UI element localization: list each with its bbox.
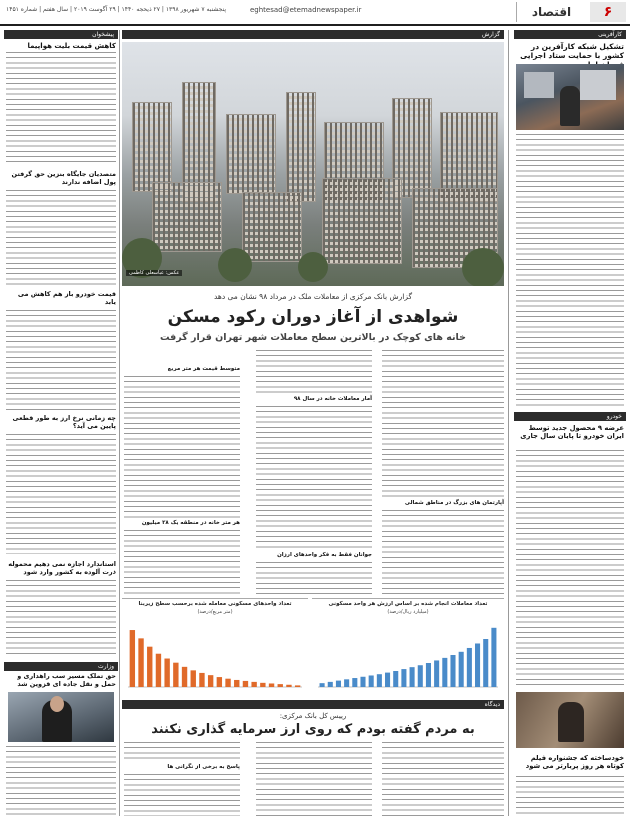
chart-bar-9 — [385, 673, 390, 687]
chart-title: تعداد واحدهای مسکونی معامله شده برحسب سطح زیربنا — [138, 601, 292, 607]
article-body-col3 — [124, 376, 240, 518]
article-body — [382, 742, 504, 816]
chart-bar-7 — [369, 675, 374, 687]
left-column — [4, 30, 118, 816]
chart-bar-2 — [138, 638, 143, 687]
chart-svg — [312, 619, 504, 697]
chart-bar-3 — [147, 647, 152, 687]
chart-bar-17 — [450, 655, 455, 687]
kicker: گزارش بانک مرکزی از معاملات ملک در مرداد ۹۸ نشان می دهد — [213, 292, 413, 301]
article-body — [6, 580, 116, 658]
chart-subtitle: (متر مربع/درصد) — [197, 609, 233, 615]
chart-svg — [122, 619, 308, 697]
chart-bar-5 — [164, 659, 169, 687]
chart-bar-16 — [442, 658, 447, 687]
chart-bar-11 — [217, 677, 222, 687]
subhead-average-price: متوسط قیمت هر متر مربع — [167, 366, 240, 372]
chart-bar-12 — [225, 679, 230, 687]
headline-iran-khodro[interactable]: عرضه ۹ محصول جدید توسط ایران خودرو تا پایان سال جاری — [520, 424, 624, 441]
chart-bar-17 — [269, 683, 274, 687]
article-body — [6, 310, 116, 410]
chart-bar-18 — [278, 684, 283, 687]
chart-bar-15 — [251, 682, 256, 687]
chart-bar-19 — [286, 685, 291, 687]
page-number: ۶ — [590, 2, 626, 22]
photo-film-festival — [516, 692, 624, 748]
chart-bar-10 — [208, 675, 213, 687]
email-address[interactable]: eghtesad@etemadnewspaper.ir — [250, 6, 362, 14]
main-headline[interactable]: شواهدی از آغاز دوران رکود مسکن — [167, 307, 459, 327]
chart-bar-15 — [434, 660, 439, 687]
headline-car-prices[interactable]: قیمت خودرو باز هم کاهش می یابد — [17, 290, 116, 306]
chart-bar-20 — [475, 643, 480, 687]
article-body-col1 — [382, 350, 504, 498]
article-body — [6, 52, 116, 164]
chart-bar-19 — [467, 648, 472, 687]
chart-bar-16 — [260, 683, 265, 687]
subhead-transactions: آمار معاملات خانه در سال ۹۸ — [293, 396, 372, 402]
chart-bar-11 — [401, 669, 406, 687]
subhead-youth: جوانان فقط به فکر واحدهای ارزان — [277, 552, 372, 558]
chart-bar-6 — [173, 663, 178, 687]
chart-bar-18 — [459, 652, 464, 687]
photo-tehran-buildings — [122, 42, 504, 286]
chart-bar-8 — [191, 670, 196, 687]
chart-units-by-area — [122, 598, 308, 696]
chart-title: تعداد معاملات انجام شده بر اساس ارزش هر واحد مسکونی — [328, 601, 488, 607]
headline-currency-investment[interactable]: به مردم گفته بودم که روی ارز سرمایه گذاری نکنند — [151, 722, 475, 737]
chart-bar-5 — [352, 678, 357, 687]
right-column — [514, 30, 626, 816]
chart-bar-13 — [418, 665, 423, 687]
article-body — [124, 774, 240, 816]
chart-subtitle: (میلیارد ریال/درصد) — [387, 609, 429, 615]
article-body — [6, 746, 116, 816]
article-body — [6, 190, 116, 286]
chart-bar-4 — [344, 679, 349, 687]
article-body — [516, 134, 624, 406]
chart-bar-9 — [199, 673, 204, 687]
article-body-col2 — [256, 350, 372, 394]
chart-bar-2 — [328, 682, 333, 687]
chart-bar-14 — [243, 681, 248, 687]
photo-credit: عکس: عباسعلی کاظمی — [126, 270, 182, 276]
kicker-governor: رییس کل بانک مرکزی: — [279, 712, 347, 720]
chart-bar-20 — [295, 685, 300, 687]
chart-bar-10 — [393, 671, 398, 687]
section-bar-auto: خودرو — [514, 412, 626, 421]
chart-bar-6 — [360, 677, 365, 687]
headline-film-festival[interactable]: خودساخته که جشنواره فیلم کوتاه هر روز پربارتر می شود — [525, 754, 624, 771]
chart-transactions-by-value — [312, 598, 504, 696]
photo-speaker — [516, 64, 624, 130]
chart-bar-8 — [377, 674, 382, 687]
subhead-large-apartments: آپارتمان های بزرگ در مناطق شمالی — [404, 500, 504, 506]
article-body-col2c — [256, 562, 372, 594]
article-body-col2b — [256, 406, 372, 550]
article-body — [516, 776, 624, 816]
headline-road-transport[interactable]: حق تملک مسیر سب راهداری و حمل و نقل جاده ای قزوین شد — [17, 672, 116, 688]
chart-bar-7 — [182, 667, 187, 687]
date-line: پنجشنبه ۷ شهریور ۱۳۹۸ | ۲۷ ذیحجه ۱۴۴۰ | ۲۹ آگوست ۲۰۱۹ | سال هفتم | شماره ۱۴۵۱ — [6, 6, 226, 13]
section-bar-viewpoint: دیدگاه — [122, 700, 504, 709]
chart-bar-13 — [234, 680, 239, 687]
article-body — [516, 450, 624, 686]
article-body-col1b — [382, 510, 504, 594]
headline-airfare[interactable]: کاهش قیمت بلیت هواپیما — [27, 42, 116, 50]
sub-headline: خانه های کوچک در بالاترین سطح معاملات شهر تهران قرار گرفت — [160, 332, 466, 343]
article-body-col3b — [124, 530, 240, 594]
center-column — [122, 30, 504, 816]
headline-exchange-rate[interactable]: چه زمانی نرخ ارز به طور قطعی پایین می آید؟ — [12, 414, 116, 430]
article-body — [256, 742, 372, 816]
chart-bar-14 — [426, 663, 431, 687]
section-bar-report: گزارش — [122, 30, 504, 39]
headline-corn-shipment[interactable]: استاندارد اجازه نمی دهیم محموله ذرت آلوده به کشور وارد شود — [8, 560, 116, 576]
chart-bar-4 — [156, 654, 161, 687]
chart-bar-21 — [483, 639, 488, 687]
section-name: اقتصاد — [516, 2, 586, 22]
headline-entrepreneur-network[interactable]: تشکیل شبکه کارآفرین در کشور با حمایت ستاد اجرایی — [520, 42, 624, 60]
subhead-concerns: پاسخ به برخی از نگرانی ها — [167, 764, 240, 770]
section-bar-ministry: وزارت — [4, 662, 118, 671]
headline-gas-stations[interactable]: متصدیان جایگاه بنزین حق گرفتن پول اضافه ندارند — [11, 170, 116, 186]
article-body — [6, 434, 116, 554]
chart-bar-12 — [410, 667, 415, 687]
chart-bar-3 — [336, 681, 341, 687]
chart-bar-22 — [491, 628, 496, 687]
chart-bar-1 — [320, 683, 325, 687]
photo-official — [8, 692, 114, 742]
page-header — [0, 0, 630, 26]
chart-bar-1 — [130, 630, 135, 687]
article-body — [124, 742, 240, 762]
section-bar-entrepreneurship: کارآفرینی — [514, 30, 626, 39]
section-bar-counter: پیشخوان — [4, 30, 118, 39]
subhead-region-one: هر متر خانه در منطقه یک ۲۸ میلیون — [141, 520, 240, 526]
